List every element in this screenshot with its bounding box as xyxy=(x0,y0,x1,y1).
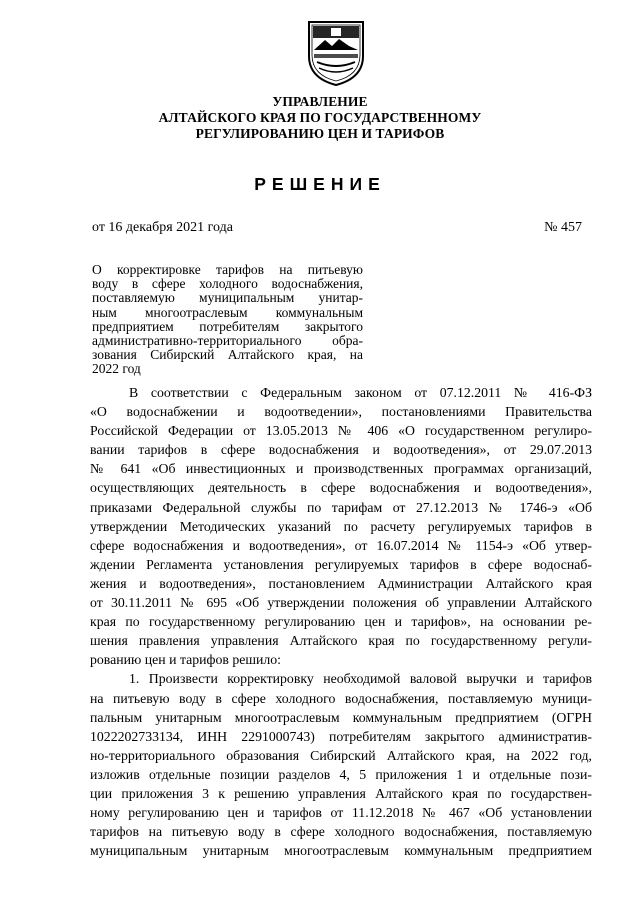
body-line: 1. Произвести корректировку необходимой валовой выручки и тарифов xyxy=(129,671,592,687)
body-line: ции приложения 3 к решению управления Алтайского края по государствен- xyxy=(90,785,592,801)
preamble-paragraph xyxy=(90,383,592,669)
body-line: В соответствии с Федеральным законом от 07.12.2011 № 416-ФЗ xyxy=(129,385,592,400)
agency-line: УПРАВЛЕНИЕ xyxy=(272,94,368,109)
body-line: утверждении Методических указаний по расчету регулируемых тарифов в xyxy=(90,518,592,534)
body-line: № 641 «Об инвестиционных и производственных программах организаций, xyxy=(90,461,592,477)
subject-line: О корректировке тарифов на питьевую xyxy=(92,262,363,277)
body-line: края по государственному регулированию цен и тарифов», на основании ре- xyxy=(90,614,592,630)
item-1-paragraph xyxy=(90,669,592,860)
body-line: рованию цен и тарифов решило: xyxy=(90,652,282,668)
body-line: ному регулированию цен и тарифов от 11.12.2018 № 467 «Об установлении xyxy=(90,805,592,821)
subject-line: предприятием потребителям закрытого xyxy=(92,318,363,334)
document-number: № 457 xyxy=(544,220,582,235)
body-line: жения и водоотведения», постановлением Администрации Алтайского края xyxy=(90,575,592,591)
document-subject xyxy=(92,263,363,377)
body-line: приказами Федеральной службы по тарифам от 27.12.2013 № 1746-э «Об xyxy=(90,499,592,515)
document-body xyxy=(90,383,592,860)
body-line: от 30.11.2011 № 695 «Об утверждении положения об управлении Алтайского xyxy=(90,595,592,611)
body-line: ждении Регламента установления регулируемых тарифов в сфере водоснаб- xyxy=(90,556,592,572)
body-line: но-территориального образования Сибирский Алтайского края, на 2022 год, xyxy=(90,747,592,763)
subject-line: воду в сфере холодного водоснабжения, xyxy=(92,276,363,292)
body-line: пальным унитарным многоотраслевым коммунальным предприятием (ОГРН xyxy=(90,709,592,725)
body-line: вании тарифов в сфере водоснабжения и водоотведения», от 29.07.2013 xyxy=(90,442,592,458)
agency-line: РЕГУЛИРОВАНИЮ ЦЕН И ТАРИФОВ xyxy=(195,126,445,141)
document-type-heading: РЕШЕНИЕ xyxy=(254,174,386,194)
coat-of-arms-emblem xyxy=(305,18,367,88)
document-date: от 16 декабря 2021 года xyxy=(92,220,233,235)
agency-line: АЛТАЙСКОГО КРАЯ ПО ГОСУДАРСТВЕННОМУ xyxy=(158,110,482,125)
body-line: тарифов на питьевую воду в сфере холодного водоснабжения, поставляемую xyxy=(90,824,592,840)
subject-line: ным многоотраслевым коммунальным xyxy=(92,304,363,320)
subject-line: 2022 год xyxy=(92,361,141,377)
body-line: изложив отдельные позиции разделов 4, 5 приложения 1 и отдельные пози- xyxy=(90,766,592,782)
subject-line: поставляемую муниципальным унитар- xyxy=(92,290,363,306)
subject-line: административно-территориального обра- xyxy=(92,333,363,349)
body-line: муниципальным унитарным многоотраслевым коммунальным предприятием xyxy=(90,843,592,859)
body-line: Российской Федерации от 13.05.2013 № 406 «О государственном регулиро- xyxy=(90,423,592,439)
subject-line: зования Сибирский Алтайского края, на xyxy=(92,347,363,363)
body-line: 1022202733134, ИНН 2291000743) потребителям закрытого административ- xyxy=(90,728,592,744)
body-line: на питьевую воду в сфере холодного водоснабжения, поставляемую муници- xyxy=(90,690,592,706)
agency-name xyxy=(0,94,640,142)
body-line: сфере водоснабжения и водоотведения», от 16.07.2014 № 1154-э «Об утвер- xyxy=(90,537,592,553)
body-line: осуществляющих деятельность в сфере водоснабжения и водоотведения», xyxy=(90,480,592,496)
body-line: «О водоснабжении и водоотведении», постановлениями Правительства xyxy=(90,404,592,420)
body-line: шения правления управления Алтайского края по государственному регули- xyxy=(90,633,592,649)
